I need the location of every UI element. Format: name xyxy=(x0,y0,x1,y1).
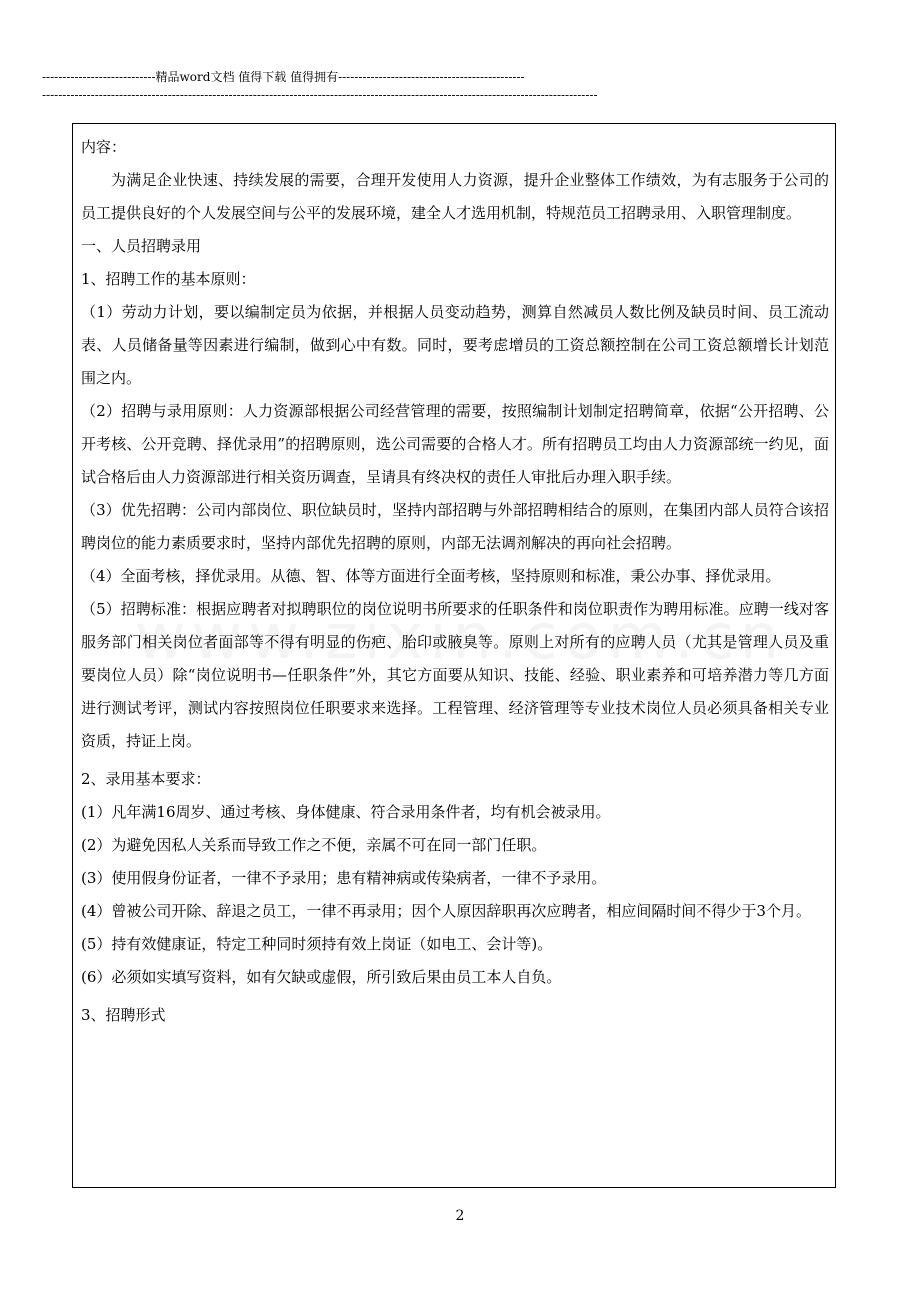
principle-3: （3）优先招聘：公司内部岗位、职位缺员时，坚持内部招聘与外部招聘相结合的原则，在集团内部人员符合该招聘岗位的能力素质要求时，坚持内部优先招聘的原则，内部无法调剂解决的再向社会招聘。 xyxy=(81,501,829,552)
requirement-6: (6）必须如实填写资料，如有欠缺或虚假，所引致后果由员工本人自负。 xyxy=(81,968,562,986)
sub3-title: 3、招聘形式 xyxy=(81,1006,166,1024)
principle-2: （2）招聘与录用原则：人力资源部根据公司经营管理的需要，按照编制计划制定招聘简章，依据“公开招聘、公开考核、公开竞聘、择优录用”的招聘原则，选公司需要的合格人才。所有招聘员工均由人力资源部统一约见，面试合格后由人力资源部进行相关资历调查，呈请具有终决权的责任人审批后办理入职手续。 xyxy=(81,402,829,486)
sub2-title: 2、录用基本要求： xyxy=(81,770,211,788)
principle-4: （4）全面考核，择优录用。从德、智、体等方面进行全面考核，坚持原则和标准，秉公办事、择优录用。 xyxy=(81,567,781,585)
requirement-5: (5）持有效健康证，特定工种同时须持有效上岗证（如电工、会计等)。 xyxy=(81,935,553,953)
content-label: 内容： xyxy=(81,138,127,156)
intro-paragraph: 为满足企业快速、持续发展的需要，合理开发使用人力资源，提升企业整体工作绩效，为有志服务于公司的员工提供良好的个人发展空间与公平的发展环境，建全人才选用机制，特规范员工招聘录用、入职管理制度。 xyxy=(81,171,829,222)
requirement-4: (4）曾被公司开除、辞退之员工，一律不再录用；因个人原因辞职再次应聘者，相应间隔时间不得少于3个月。 xyxy=(81,902,811,920)
content-table-cell xyxy=(72,123,836,1188)
sub1-title: 1、招聘工作的基本原则： xyxy=(81,270,256,288)
principle-5: （5）招聘标准：根据应聘者对拟聘职位的岗位说明书所要求的任职条件和岗位职责作为聘用标准。应聘一线对客服务部门相关岗位者面部等不得有明显的伤疤、胎印或腋臭等。原则上对所有的应聘人员（尤其是管理人员及重要岗位人员）除“岗位说明书—任职条件”外，其它方面要从知识、技能、经验、职业素养和可培养潜力等几方面进行测试考评，测试内容按照岗位任职要求来选择。工程管理、经济管理等专业技术岗位人员必须具备相关专业资质，持证上岗。 xyxy=(81,600,829,750)
header-dash-line-2: ----------------------------------------------------------------------------------------------------------------------------------------- xyxy=(42,88,598,102)
content-text xyxy=(81,131,829,1032)
requirement-1: (1）凡年满16周岁、通过考核、身体健康、符合录用条件者，均有机会被录用。 xyxy=(81,803,611,821)
page-number: 2 xyxy=(455,1208,465,1224)
header-dash-line-1: ----------------------------精品word文档 值得下载 值得拥有---------------------------------------------- xyxy=(42,70,525,84)
requirement-3: (3）使用假身份证者，一律不予录用；患有精神病或传染病者，一律不予录用。 xyxy=(81,869,607,887)
section1-title: 一、人员招聘录用 xyxy=(81,237,202,255)
requirement-2: (2）为避免因私人关系而导致工作之不便，亲属不可在同一部门任职。 xyxy=(81,836,547,854)
principle-1: （1）劳动力计划，要以编制定员为依据，并根据人员变动趋势，测算自然减员人数比例及缺员时间、员工流动表、人员储备量等因素进行编制，做到心中有数。同时，要考虑增员的工资总额控制在公司工资总额增长计划范围之内。 xyxy=(81,303,829,387)
